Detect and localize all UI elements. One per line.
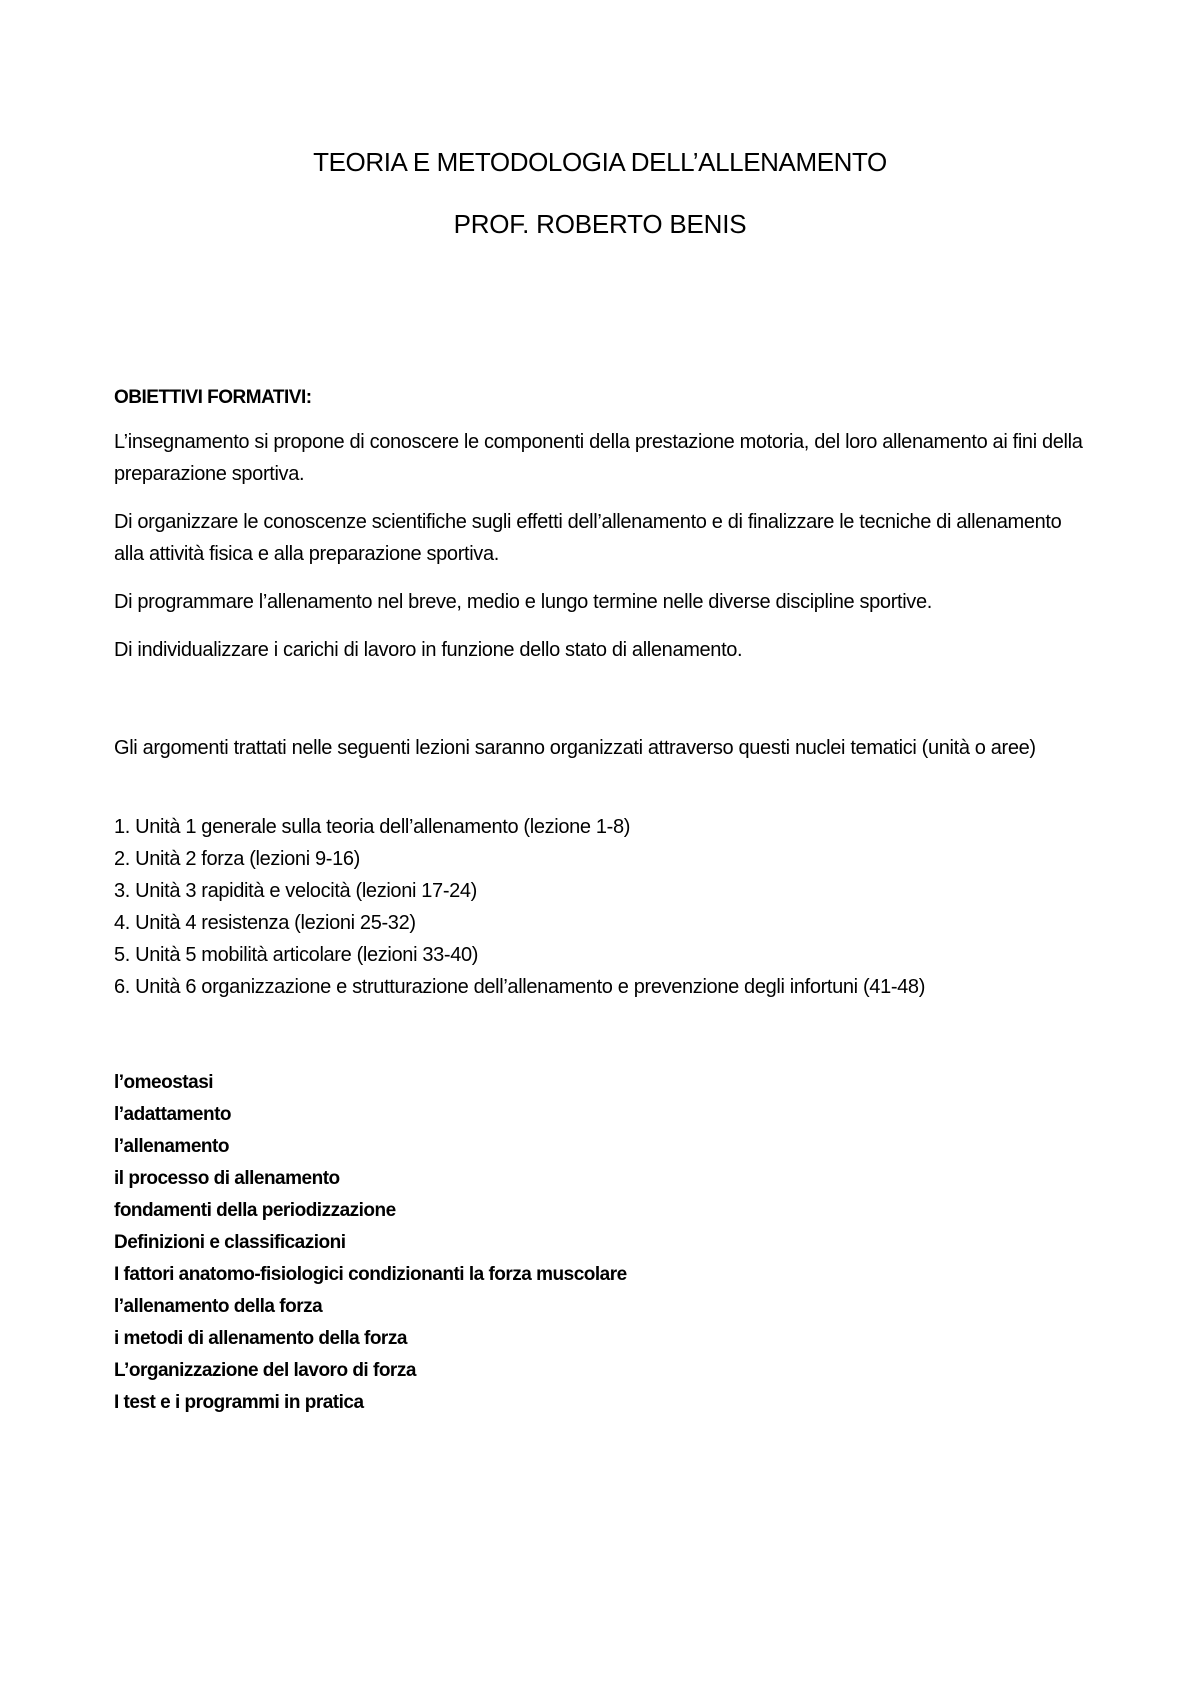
unit-item: 3. Unità 3 rapidità e velocità (lezioni 17-24) [114,880,477,902]
topic-item: l’adattamento [114,1104,232,1125]
topic-item: I test e i programmi in pratica [114,1392,364,1413]
unit-item: 4. Unità 4 resistenza (lezioni 25-32) [114,912,416,934]
topic-item: L’organizzazione del lavoro di forza [114,1360,416,1381]
unit-item: 1. Unità 1 generale sulla teoria dell’allenamento (lezione 1-8) [114,816,631,838]
objective-paragraph: Di organizzare le conoscenze scientifiche sugli effetti dell’allenamento e di finalizzare le tecniche di allenamento alla attività fisica e alla preparazione sportiva. [114,511,1062,565]
objective-paragraph: L’insegnamento si propone di conoscere le componenti della prestazione motoria, del loro allenamento ai fini della preparazione sportiva. [114,431,1083,485]
topic-item: I fattori anatomo-fisiologici condizionanti la forza muscolare [114,1264,627,1285]
topic-item: fondamenti della periodizzazione [114,1200,396,1221]
unit-item: 6. Unità 6 organizzazione e strutturazione dell’allenamento e prevenzione degli infortuni (41-48) [114,976,926,998]
topic-item: i metodi di allenamento della forza [114,1328,407,1349]
unit-item: 2. Unità 2 forza (lezioni 9-16) [114,848,360,870]
topic-item: il processo di allenamento [114,1168,340,1189]
units-list [114,811,1094,1003]
unit-item: 5. Unità 5 mobilità articolare (lezioni 33-40) [114,944,479,966]
document-author: PROF. ROBERTO BENIS [453,209,747,239]
topic-item: l’omeostasi [114,1072,214,1093]
topic-item: l’allenamento [114,1136,229,1157]
units-intro: Gli argomenti trattati nelle seguenti lezioni saranno organizzati attraverso questi nuclei tematici (unità o aree) [114,737,1036,759]
topic-item: Definizioni e classificazioni [114,1232,346,1253]
objectives-heading: OBIETTIVI FORMATIVI: [114,387,312,408]
topics-list [114,1067,1094,1419]
document-title: TEORIA E METODOLOGIA DELL’ALLENAMENTO [313,147,887,177]
objective-paragraph: Di programmare l’allenamento nel breve, medio e lungo termine nelle diverse discipline sportive. [114,591,932,613]
objective-paragraph: Di individualizzare i carichi di lavoro in funzione dello stato di allenamento. [114,639,743,661]
topic-item: l’allenamento della forza [114,1296,323,1317]
